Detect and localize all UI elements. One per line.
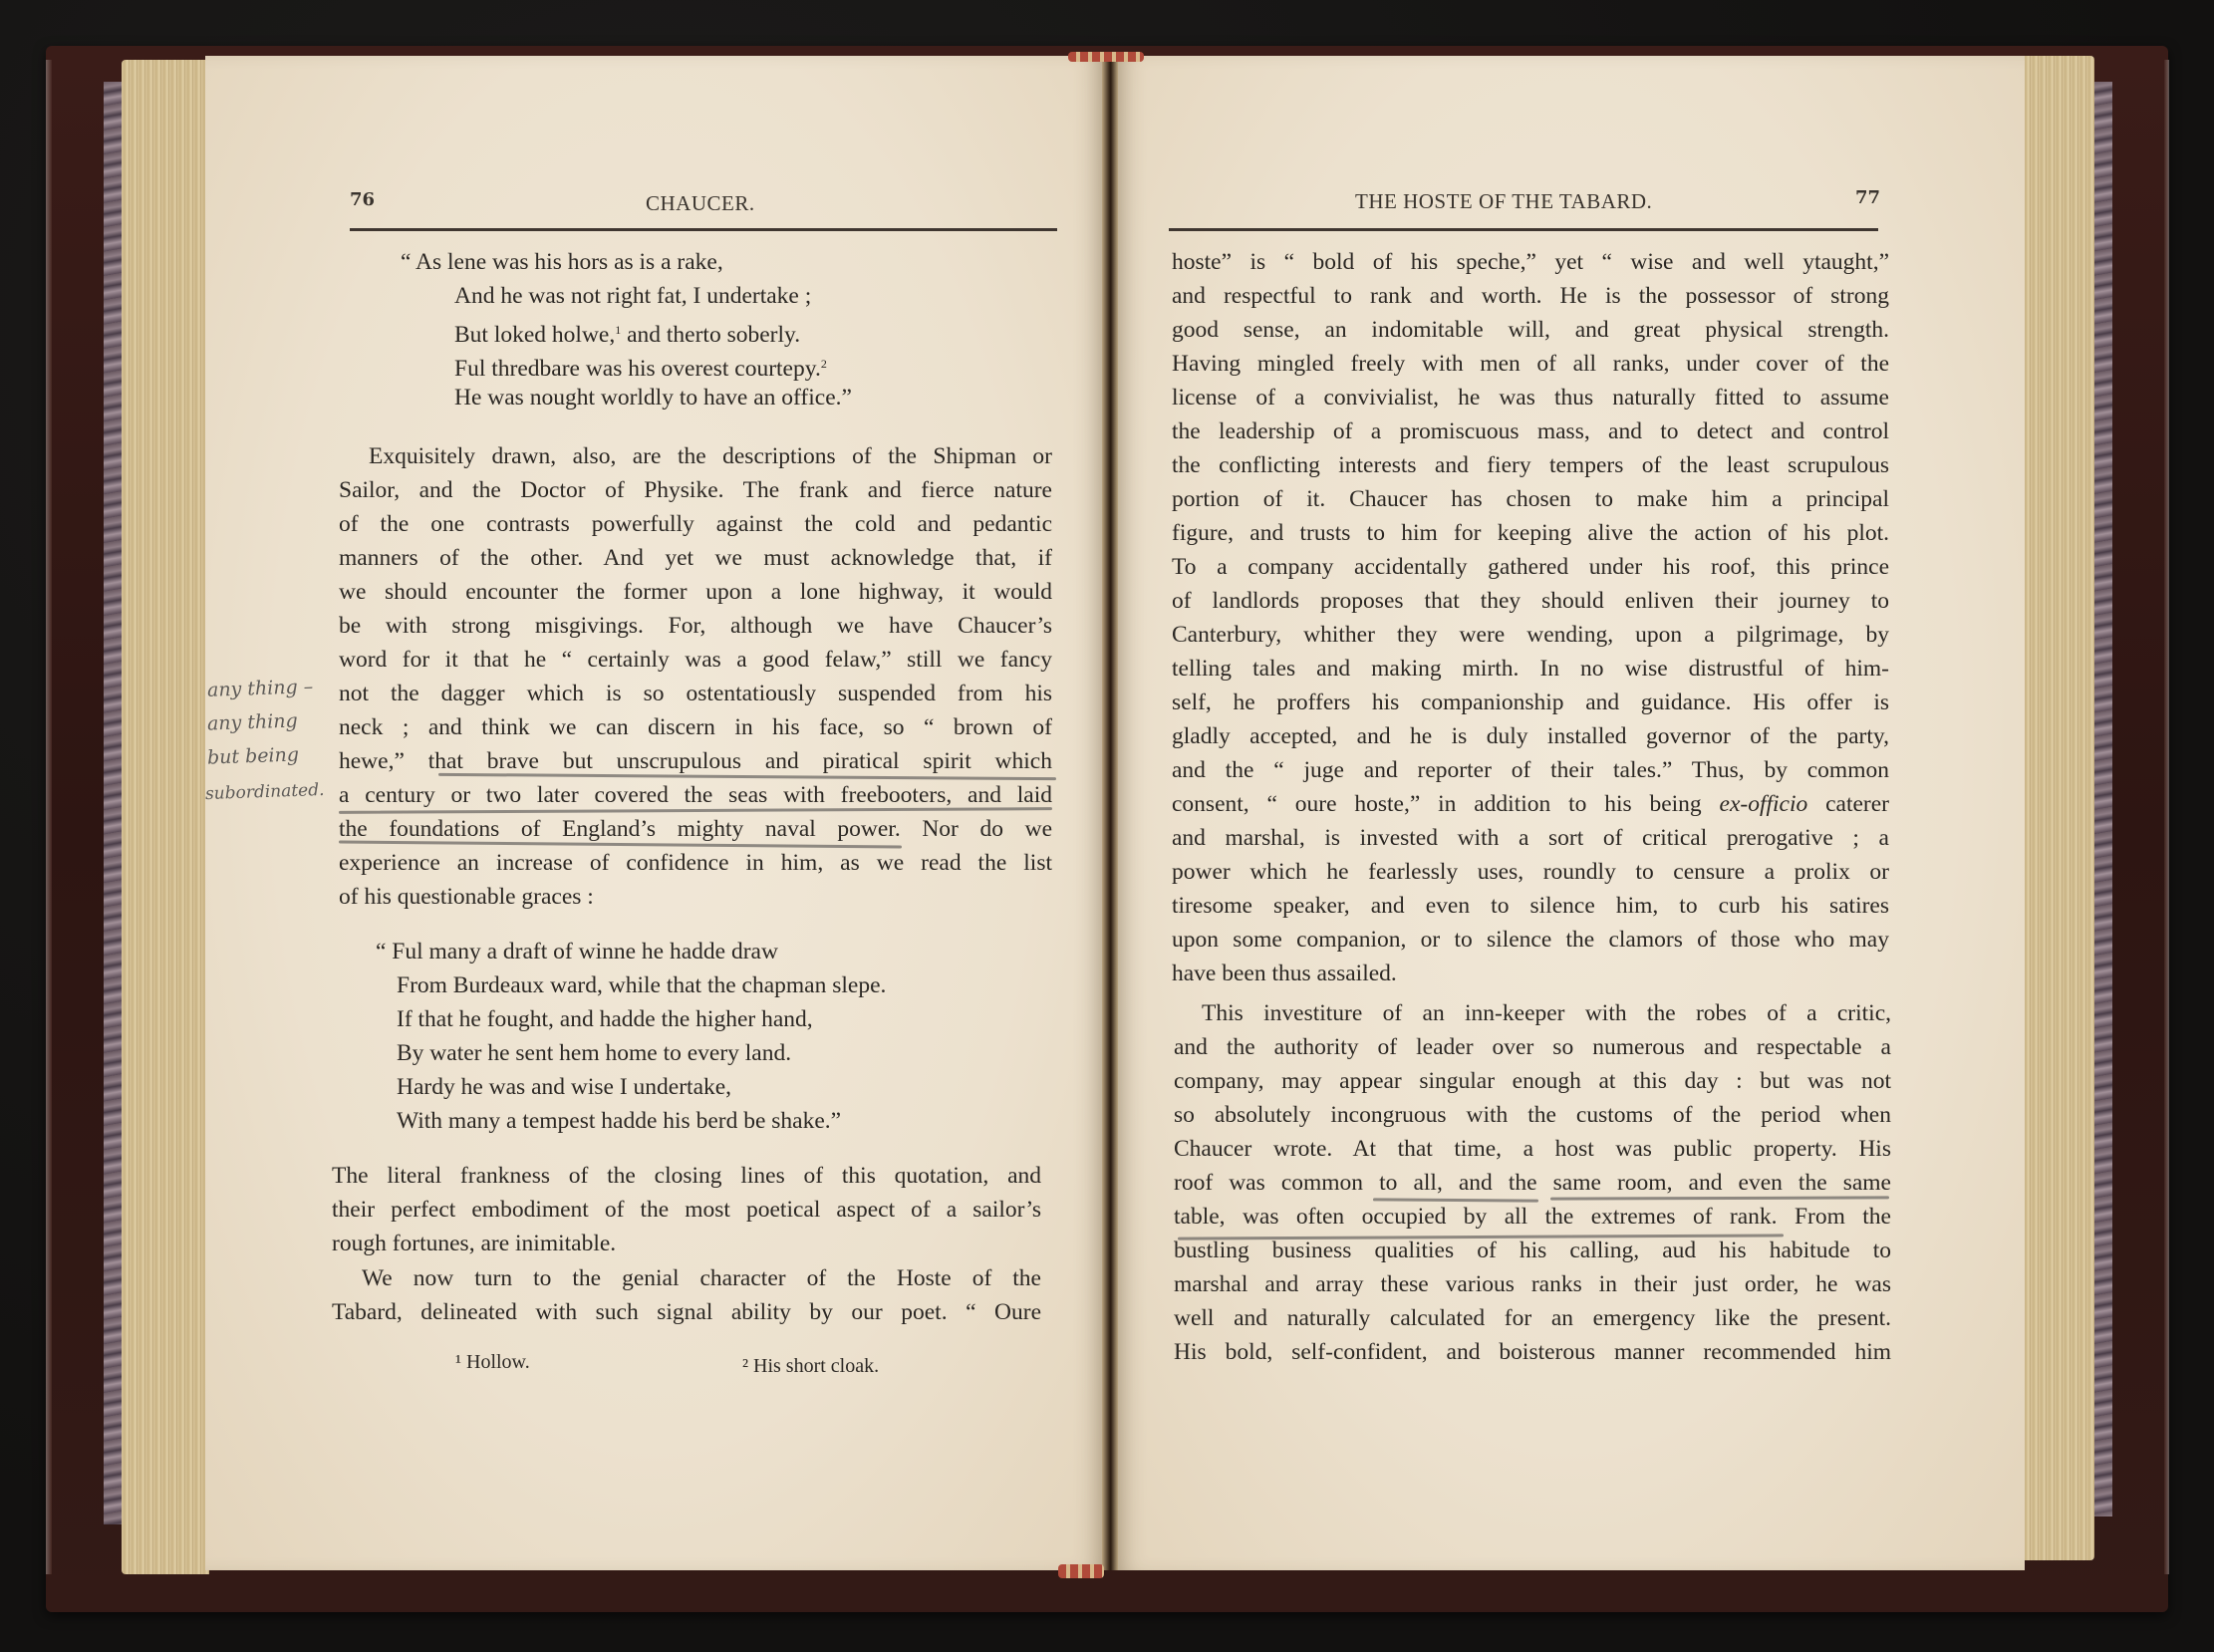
marbled-endpaper-right [2092,82,2112,1516]
cover-edge-left [46,60,52,1574]
headband-bottom [1058,1564,1104,1578]
cover-edge-right [2164,60,2169,1574]
text-line: roof was common to all, and the same room, and even the same [1174,1170,1891,1196]
text-line: power which he fearlessly uses, roundly to censure a prolix or [1172,859,1889,885]
text-line: the leadership of a promiscuous mass, and to detect and control [1172,418,1889,444]
handwritten-note: any thing – [206,676,314,701]
page-stack-right [2023,56,2094,1560]
verse-line: He was nought worldly to have an office.” [454,385,852,411]
text-line: hewe,” that brave but unscrupulous and piratical spirit which [339,748,1052,774]
text-line: We now turn to the genial character of the Hoste of the [362,1265,1041,1291]
text-line: be with strong misgivings. For, although we have Chaucer’s [339,613,1052,639]
header-rule-left [350,228,1057,231]
text-line: consent, “ oure hoste,” in addition to his being ex-officio caterer [1172,791,1890,817]
text-line: manners of the other. And yet we must acknowledge that, if [339,545,1052,571]
text-line: Exquisitely drawn, also, are the descriptions of the Shipman or [369,443,1052,469]
verse-line: With many a tempest hadde his berd be shake.” [397,1108,842,1134]
text-line: so absolutely incongruous with the customs of the period when [1174,1102,1891,1128]
handwritten-note: any thing [206,709,299,735]
page-number-right: 77 [1855,187,1881,208]
text-line: portion of it. Chaucer has chosen to make him a principal [1172,486,1889,512]
footnote-1: ¹ Hollow. [455,1351,530,1373]
text-line: To a company accidentally gathered under his roof, this prince [1172,554,1889,580]
text-line: good sense, an indomitable will, and great physical strength. [1172,317,1889,343]
text-line: and respectful to rank and worth. He is the possessor of strong [1172,283,1889,309]
text-line: the foundations of England’s mighty naval power. Nor do we [339,816,1052,842]
page-stack-left [122,60,209,1574]
verse-line: “ As lene was his hors as is a rake, [401,249,723,275]
verse-line: And he was not right fat, I undertake ; [454,283,812,309]
running-head-right: THE HOSTE OF THE TABARD. [1355,189,1653,213]
text-line: their perfect embodiment of the most poetical aspect of a sailor’s [332,1197,1041,1223]
text-line: company, may appear singular enough at this day : but was not [1174,1068,1891,1094]
text-line: tiresome speaker, and even to silence him, to curb his satires [1172,893,1889,919]
headband-top [1068,52,1144,62]
text-line: table, was often occupied by all the extremes of rank. From the [1174,1204,1891,1230]
text-line: bustling business qualities of his calling, aud his habitude to [1174,1238,1891,1263]
text-line: license of a convivialist, he was thus naturally fitted to assume [1172,385,1889,411]
text-line: This investiture of an inn-keeper with the robes of a critic, [1202,1000,1891,1026]
verse-line: If that he fought, and hadde the higher hand, [397,1006,813,1032]
text-line: experience an increase of confidence in him, as we read the list [339,850,1052,876]
handwritten-note: but being [206,743,300,769]
footnote-2: ² His short cloak. [742,1355,880,1377]
header-rule-right [1169,228,1878,231]
text-line: marshal and array these various ranks in their just order, he was [1174,1271,1891,1297]
text-line: we should encounter the former upon a lone highway, it would [339,579,1052,605]
running-head-left: CHAUCER. [646,191,755,215]
text-line: Canterbury, whither they were wending, upon a pilgrimage, by [1172,622,1889,648]
marbled-endpaper-left [104,82,122,1524]
text-line: The literal frankness of the closing lines of this quotation, and [332,1163,1041,1189]
handwritten-note: subordinated. [204,779,325,805]
verse-line: Hardy he was and wise I undertake, [397,1074,732,1100]
verse-line: By water he sent hem home to every land. [397,1040,792,1066]
verse-line: Ful thredbare was his overest courtepy.$^2$ [454,356,827,382]
text-line: of landlords proposes that they should enliven their journey to [1172,588,1889,614]
text-line: rough fortunes, are inimitable. [332,1231,617,1256]
text-line: word for it that he “ certainly was a good felaw,” still we fancy [339,647,1052,673]
text-line: neck ; and think we can discern in his face, so “ brown of [339,714,1052,740]
text-line: Chaucer wrote. At that time, a host was public property. His [1174,1136,1891,1162]
text-line: Tabard, delineated with such signal ability by our poet. “ Oure [332,1299,1041,1325]
book-gutter [1102,56,1118,1570]
text-line: not the dagger which is so ostentatiously suspended from his [339,681,1052,706]
text-line: the conflicting interests and fiery tempers of the least scrupulous [1172,452,1889,478]
verse-line: From Burdeaux ward, while that the chapman slepe. [397,972,887,998]
text-line: well and naturally calculated for an emergency like the present. [1174,1305,1891,1331]
text-line: His bold, self-confident, and boisterous manner recommended him [1174,1339,1891,1365]
text-line: and marshal, is invested with a sort of critical prerogative ; a [1172,825,1889,851]
text-line: a century or two later covered the seas with freebooters, and laid [339,782,1052,808]
text-line: hoste” is “ bold of his speche,” yet “ wise and well ytaught,” [1172,249,1889,275]
text-line: of the one contrasts powerfully against the cold and pedantic [339,511,1052,537]
page-number-left: 76 [350,189,376,210]
verse-line: But loked holwe,$^1$ and therto soberly. [454,322,801,348]
text-line: and the “ juge and reporter of their tales.” Thus, by common [1172,757,1889,783]
verse-line: “ Ful many a draft of winne he hadde draw [376,939,778,964]
text-line: gladly accepted, and he is duly installed governor of the party, [1172,723,1889,749]
text-line: Having mingled freely with men of all ranks, under cover of the [1172,351,1889,377]
text-line: figure, and trusts to him for keeping alive the action of his plot. [1172,520,1889,546]
text-line: and the authority of leader over so numerous and respectable a [1174,1034,1891,1060]
text-line: telling tales and making mirth. In no wise distrustful of him- [1172,656,1889,682]
text-line: have been thus assailed. [1172,961,1397,986]
text-line: Sailor, and the Doctor of Physike. The frank and fierce nature [339,477,1052,503]
text-line: upon some companion, or to silence the clamors of those who may [1172,927,1889,953]
text-line: of his questionable graces : [339,884,594,910]
text-line: self, he proffers his companionship and guidance. His offer is [1172,689,1889,715]
